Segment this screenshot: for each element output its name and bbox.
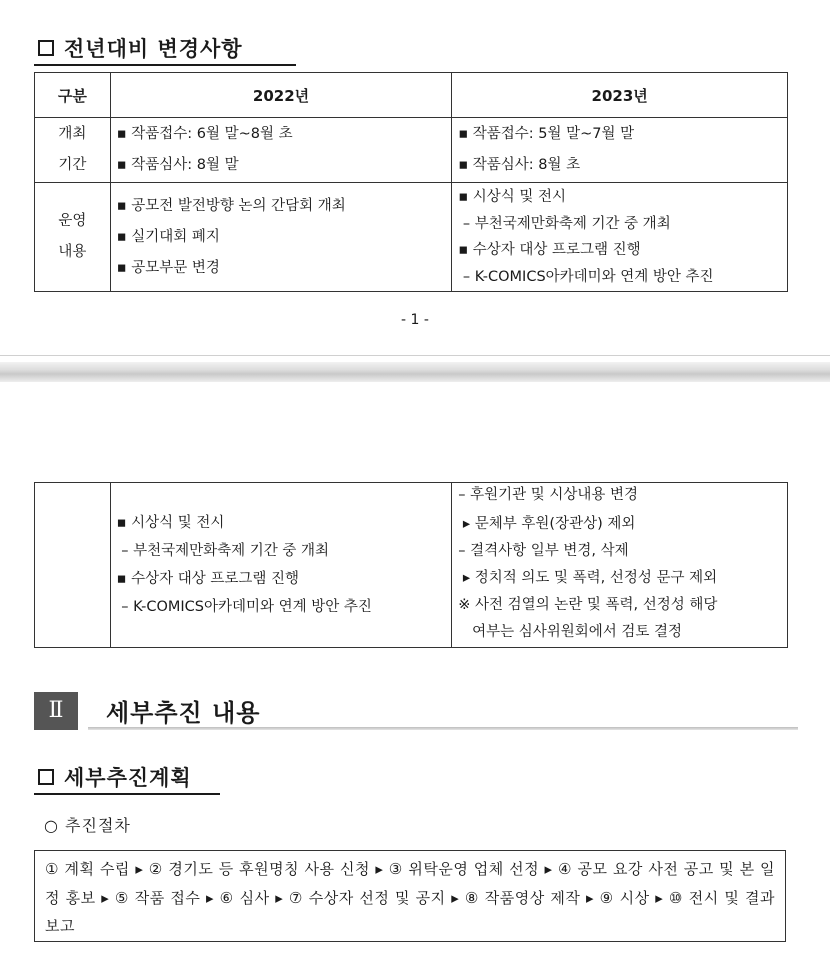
section-title-plan: 세부추진계획 <box>38 762 192 792</box>
comparison-table-continued <box>34 482 788 648</box>
chapter-number-badge: Ⅱ <box>34 692 78 730</box>
procedure-box: ① 계획 수립 ▸ ② 경기도 등 후원명칭 사용 신청 ▸ ③ 위탁운영 업체 선정 ▸ ④ 공모 요강 사전 공고 및 본 일정 홍보 ▸ ⑤ 작품 접수 ▸ ⑥ 심사 ▸ ⑦ 수상자 선정 및 공지 ▸ ⑧ 작품영상 제작 ▸ ⑨ 시상 ▸ ⑩ 전시 및 결과 보고 <box>34 850 786 942</box>
section-title-underline <box>34 793 220 795</box>
category-cell <box>35 483 111 648</box>
section-title-underline <box>34 64 296 66</box>
square-bullet-icon <box>38 769 54 785</box>
section-title-changes: 전년대비 변경사항 <box>38 33 243 63</box>
comparison-table <box>34 72 788 292</box>
cell-2023: ▪ 시상식 및 전시 – 부천국제만화축제 기간 중 개최 ▪ 수상자 대상 프로그램 진행 – K-COMICS아카데미와 연계 방안 추진 <box>452 183 788 292</box>
cell-2022: ▪ 공모전 발전방향 논의 간담회 개최 ▪ 실기대회 폐지 ▪ 공모부문 변경 <box>110 183 452 292</box>
header-2022: 2022년 <box>110 73 452 118</box>
page-gap <box>0 362 830 382</box>
category-cell: 운영 내용 <box>35 183 111 292</box>
category-cell: 개최 기간 <box>35 118 111 183</box>
cell-2022: ▪ 작품접수: 6월 말~8월 초 ▪ 작품심사: 8월 말 <box>110 118 452 183</box>
procedure-heading: ○ 추진절차 <box>44 816 131 835</box>
table-row-operation-continued <box>35 483 788 648</box>
header-2023: 2023년 <box>452 73 788 118</box>
page-bottom-edge <box>0 355 830 356</box>
cell-2023: ▪ 작품접수: 5월 말~7월 말 ▪ 작품심사: 8월 초 <box>452 118 788 183</box>
table-row-period <box>35 118 788 183</box>
square-bullet-icon <box>38 40 54 56</box>
cell-2022: ▪ 시상식 및 전시 – 부천국제만화축제 기간 중 개최 ▪ 수상자 대상 프로그램 진행 – K-COMICS아카데미와 연계 방안 추진 <box>110 483 452 648</box>
page-number: - 1 - <box>401 312 429 328</box>
chapter-title: 세부추진 내용 <box>106 699 261 727</box>
header-category: 구분 <box>35 73 111 118</box>
table-header-row <box>35 73 788 118</box>
chapter-underline <box>88 727 798 730</box>
table-row-operation <box>35 183 788 292</box>
cell-2023: – 후원기관 및 시상내용 변경 ▸ 문체부 후원(장관상) 제외 – 결격사항 일부 변경, 삭제 ▸ 정치적 의도 및 폭력, 선정성 문구 제외 ※ 사전 검열의 논란 및 폭력, 선정성 해당 여부는 심사위원회에서 검토 결정 <box>452 483 788 648</box>
